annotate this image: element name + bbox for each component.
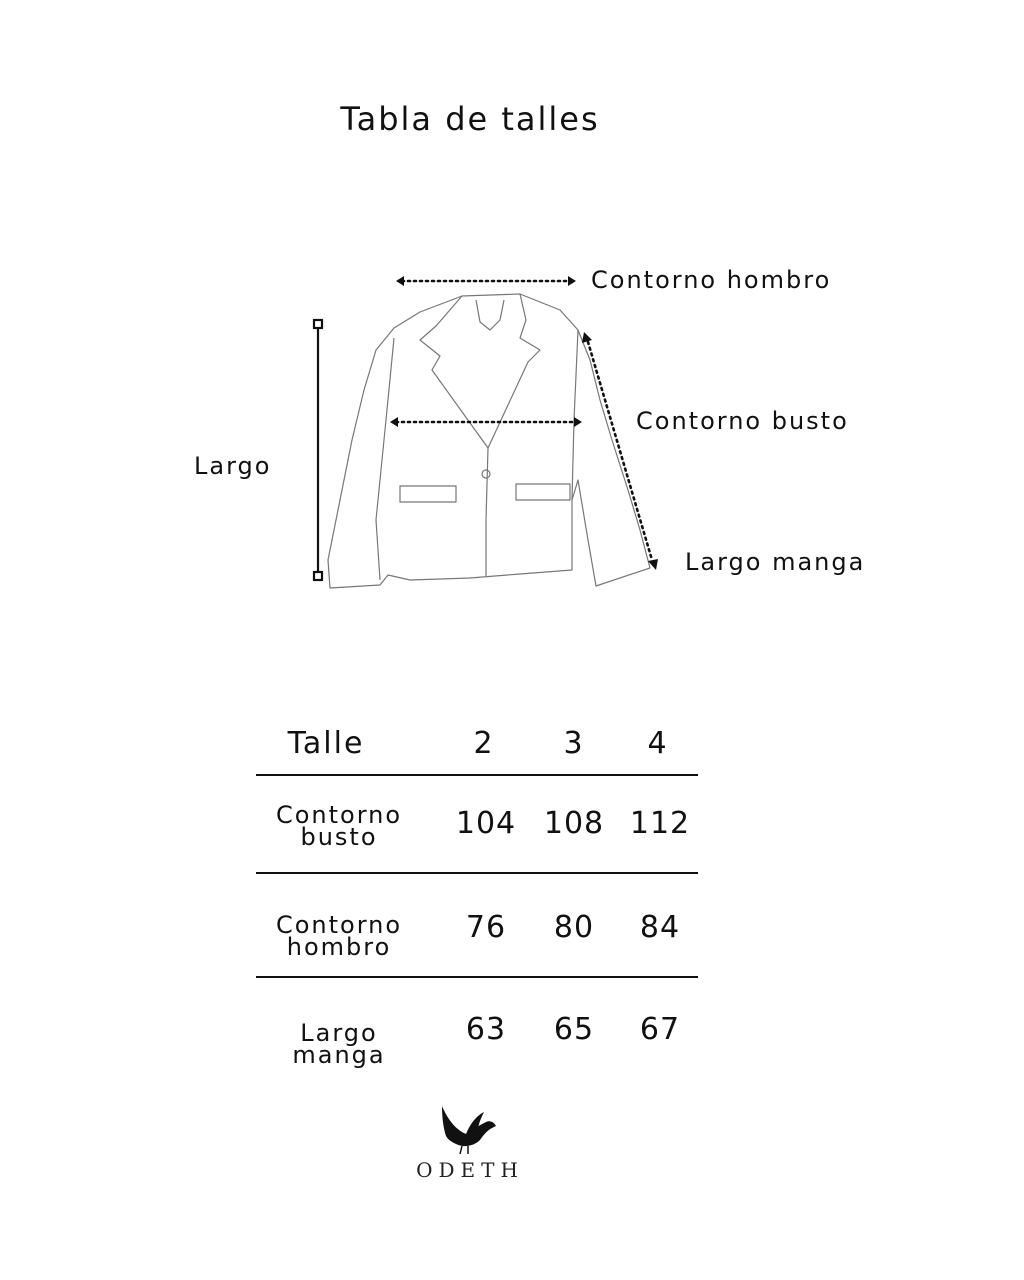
table-row [256,776,698,872]
header-size-4: 4 [647,726,669,761]
page-title: Tabla de talles [340,100,600,138]
header-talle: Talle [287,726,365,761]
label-contorno-hombro: Contorno hombro [591,266,832,294]
table-row [256,874,698,978]
bird-logo-icon [400,1100,540,1156]
cell-value: 67 [639,1012,681,1047]
button-icon [482,470,490,478]
table-header [256,720,698,776]
row-label-line2: hombro [286,933,392,961]
row-label-line2: manga [292,1041,386,1069]
row-label-line2: busto [300,823,378,851]
right-sleeve-seam [572,330,578,500]
left-lapel [420,296,488,448]
cell-value: 80 [553,910,595,945]
label-contorno-busto: Contorno busto [636,407,849,435]
row-label-line1: Contorno [275,801,403,829]
row-label-line1: Largo [300,1019,378,1047]
cell-value: 63 [465,1012,507,1047]
cell-value: 65 [553,1012,595,1047]
cell-value: 112 [629,806,691,841]
label-largo-manga: Largo manga [685,548,866,576]
jacket-outline [328,294,650,588]
collar-back [476,300,504,330]
table-row [256,978,698,1078]
right-lapel [488,294,540,448]
front-opening [486,448,488,576]
hombro-measure-arrow [396,276,576,286]
row-label [256,911,422,961]
header-size-2: 2 [473,726,495,761]
cell-value: 76 [465,910,507,945]
right-pocket [516,484,570,500]
left-pocket [400,486,456,502]
row-label [256,1019,422,1069]
size-table [256,720,698,1069]
busto-measure-arrow [390,417,582,427]
header-size-3: 3 [563,726,585,761]
cell-value: 84 [639,910,681,945]
brand-logo [400,1100,540,1190]
brand-name: ODETH [416,1158,524,1182]
row-label [256,801,422,851]
cell-value: 104 [455,806,517,841]
cell-value: 108 [543,806,605,841]
manga-measure-arrow [582,332,658,570]
label-largo: Largo [194,452,272,480]
left-sleeve-seam [376,338,394,580]
row-label-line1: Contorno [275,911,403,939]
largo-measure-line [314,320,322,580]
